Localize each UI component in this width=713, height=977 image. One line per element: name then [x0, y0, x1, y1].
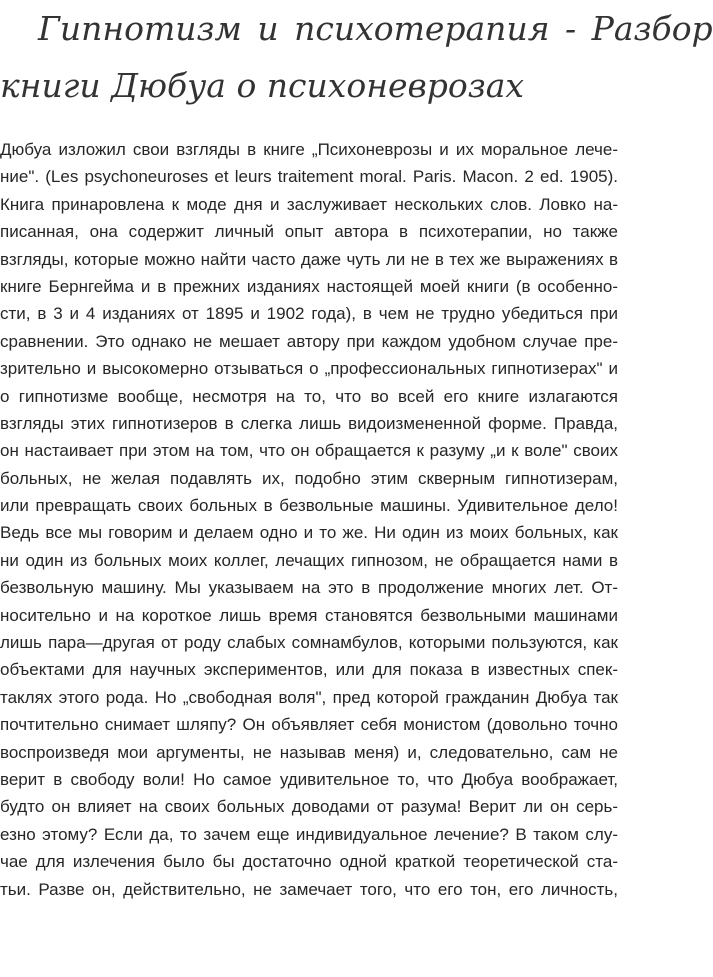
text-line: больных, не желая подавлять их, подобно этим скверным гипнотизерам,: [0, 468, 618, 488]
text-line: о гипнотизме вообще, несмотря на то, что во всей его книге излагаются: [0, 386, 618, 406]
text-line: ни один из больных моих коллег, лечащих гипнозом, не обращается нами в: [0, 550, 618, 570]
body-paragraph: [0, 136, 620, 903]
text-line: почтительно снимает шляпу? Он объявляет себя монистом (довольно точно: [0, 715, 618, 735]
title-line-2: книги Дюбуа о психоневрозах: [0, 66, 525, 105]
text-line: взгляды, которые можно найти часто даже чуть ли не в тех же выражениях в: [0, 249, 618, 269]
text-line: будто он влияет на своих больных доводами от разума! Верит ли он серь-: [0, 797, 618, 817]
text-line: Дюбуа изложил свои взгляды в книге „Психоневрозы и их моральное лече-: [0, 140, 618, 159]
text-line: зрительно и высокомерно отзываться о „профессиональных гипнотизерах" и: [0, 359, 618, 379]
text-line: взгляды этих гипнотизеров в слегка лишь видоизмененной форме. Правда,: [0, 413, 618, 433]
text-line: езно этому? Если да, то зачем еще индивидуальное лечение? В таком слу-: [0, 824, 618, 844]
text-line: тьи. Разве он, действительно, не замечает того, что его тон, его личность,: [0, 879, 618, 899]
text-line: он настаивает при этом на том, что он обращается к разуму „и к воле" своих: [0, 441, 618, 461]
text-line: объектами для научных экспериментов, или для показа в известных спек-: [0, 660, 618, 680]
text-line: носительно и на короткое лишь время становятся безвольными машинами: [0, 605, 618, 625]
text-line: книге Бернгейма и в прежних изданиях настоящей моей книги (в особенно-: [0, 276, 618, 296]
text-line: сравнении. Это однако не мешает автору при каждом удобном случае пре-: [0, 331, 618, 351]
text-line: Книга принаровлена к моде дня и заслуживает нескольких слов. Ловко на-: [0, 194, 618, 214]
text-line: верит в свободу воли! Но самое удивительное то, что Дюбуа воображает,: [0, 769, 618, 789]
text-line: безвольную машину. Мы указываем на это в продолжение многих лет. От-: [0, 578, 618, 598]
title-line-1: Гипнотизм и психотерапия - Разбор: [38, 9, 713, 48]
text-line: чае для излечения было бы достаточно одной краткой теоретической ста-: [0, 852, 618, 872]
text-line: Ведь все мы говорим и делаем одно и то же. Ни один из моих больных, как: [0, 523, 618, 543]
text-line: воспроизведя мои аргументы, не называв меня) и, следовательно, сам не: [0, 742, 618, 762]
text-line: сти, в 3 и 4 изданиях от 1895 и 1902 года), в чем не трудно убедиться при: [0, 304, 618, 324]
text-line: таклях этого рода. Но „свободная воля", пред которой гражданин Дюбуа так: [0, 687, 618, 707]
text-line: ние". (Les psychoneuroses et leurs traitement moral. Paris. Macon. 2 ed. 1905).: [0, 167, 618, 187]
text-line: лишь пара—другая от роду слабых сомнамбулов, которыми пользуются, как: [0, 633, 618, 653]
text-line: писанная, она содержит личный опыт автора в психотерапии, но также: [0, 222, 618, 242]
text-line: или превращать своих больных в безвольные машины. Удивительное дело!: [0, 496, 618, 516]
